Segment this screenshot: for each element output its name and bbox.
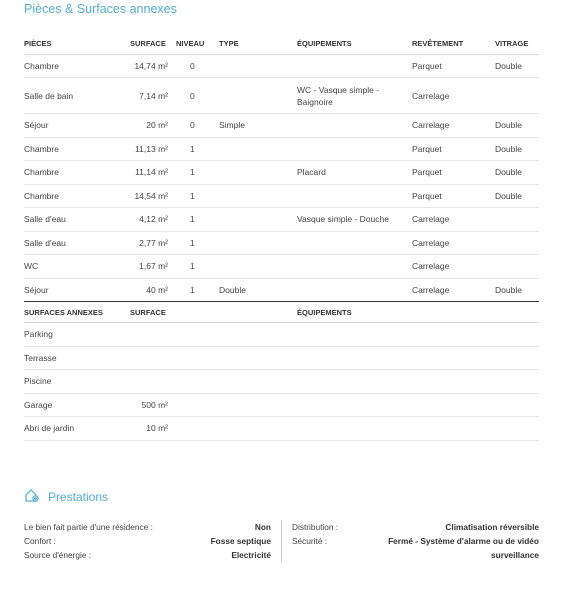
table-row <box>24 161 539 185</box>
cell-piece: Séjour <box>24 114 130 138</box>
section-title: Pièces & Surfaces annexes <box>24 2 177 16</box>
prestations-title <box>24 487 108 506</box>
cell-niveau: 0 <box>168 54 219 78</box>
cell-annexe-equipements <box>297 417 412 441</box>
rooms-table <box>24 33 539 441</box>
header-revetement: REVÊTEMENT <box>412 33 483 54</box>
cell-vitrage: Double <box>483 137 539 161</box>
cell-equipements <box>297 114 412 138</box>
table-row <box>24 278 539 302</box>
header-surface: SURFACE <box>130 33 168 54</box>
cell-equipements: Placard <box>297 161 412 185</box>
cell-niveau: 1 <box>168 255 219 279</box>
cell-niveau: 1 <box>168 208 219 232</box>
cell-piece: Salle d'eau <box>24 231 130 255</box>
house-gear-icon <box>24 487 40 506</box>
header-pieces: PIÈCES <box>24 33 130 54</box>
cell-equipements <box>297 184 412 208</box>
cell-equipements <box>297 255 412 279</box>
cell-surface: 14,74 m² <box>130 54 168 78</box>
cell-annexe: Parking <box>24 323 130 347</box>
cell-piece: Chambre <box>24 184 130 208</box>
header-niveau: NIVEAU <box>168 33 219 54</box>
cell-piece: Chambre <box>24 161 130 185</box>
table-row <box>24 137 539 161</box>
prestations-left <box>24 520 271 562</box>
cell-revetement: Carrelage <box>412 78 483 114</box>
cell-annexe-surface <box>130 323 168 347</box>
cell-niveau: 0 <box>168 114 219 138</box>
info-row-energie <box>24 548 271 562</box>
cell-type <box>219 137 297 161</box>
header-surfaces-annexes: SURFACES ANNEXES <box>24 302 130 323</box>
cell-type <box>219 54 297 78</box>
cell-annexe-equipements <box>297 393 412 417</box>
info-row-distribution <box>292 520 539 534</box>
table-row <box>24 370 539 394</box>
cell-type <box>219 208 297 232</box>
table-row <box>24 54 539 78</box>
cell-niveau: 1 <box>168 278 219 302</box>
cell-annexe-surface: 10 m² <box>130 417 168 441</box>
table-row <box>24 184 539 208</box>
info-value: Fermé - Système d'alarme ou de vidéo surveillance <box>388 536 539 560</box>
cell-vitrage: Double <box>483 278 539 302</box>
cell-surface: 20 m² <box>130 114 168 138</box>
cell-annexe: Terrasse <box>24 346 130 370</box>
prestations-right <box>292 520 539 562</box>
cell-piece: WC <box>24 255 130 279</box>
cell-type: Simple <box>219 114 297 138</box>
info-value: Climatisation réversible <box>445 522 539 532</box>
cell-type <box>219 231 297 255</box>
cell-vitrage <box>483 208 539 232</box>
cell-niveau: 1 <box>168 161 219 185</box>
header-type: TYPE <box>219 33 297 54</box>
cell-annexe-surface: 500 m² <box>130 393 168 417</box>
table-row <box>24 417 539 441</box>
cell-annexe: Garage <box>24 393 130 417</box>
cell-piece: Salle de bain <box>24 78 130 114</box>
cell-revetement: Carrelage <box>412 231 483 255</box>
cell-type <box>219 255 297 279</box>
cell-type: Double <box>219 278 297 302</box>
info-label: Le bien fait partie d'une résidence : <box>24 522 153 532</box>
prestations-title-text: Prestations <box>48 489 109 504</box>
cell-niveau: 1 <box>168 184 219 208</box>
cell-surface: 2,77 m² <box>130 231 168 255</box>
table-row <box>24 208 539 232</box>
cell-revetement: Parquet <box>412 54 483 78</box>
info-label: Distribution : <box>292 522 339 532</box>
cell-annexe-equipements <box>297 323 412 347</box>
cell-revetement: Carrelage <box>412 255 483 279</box>
cell-equipements: WC - Vasque simple - Baignoire <box>297 78 412 114</box>
info-label: Sécurité : <box>292 536 328 546</box>
cell-surface: 40 m² <box>130 278 168 302</box>
header-annexe-equipements: ÉQUIPEMENTS <box>297 302 412 323</box>
cell-type <box>219 161 297 185</box>
cell-piece: Séjour <box>24 278 130 302</box>
info-row-securite <box>292 534 539 562</box>
table-row <box>24 346 539 370</box>
cell-annexe-equipements <box>297 346 412 370</box>
cell-revetement: Carrelage <box>412 208 483 232</box>
cell-piece: Chambre <box>24 137 130 161</box>
table-row <box>24 323 539 347</box>
cell-vitrage <box>483 231 539 255</box>
cell-annexe: Piscine <box>24 370 130 394</box>
cell-annexe: Abri de jardin <box>24 417 130 441</box>
cell-vitrage: Double <box>483 161 539 185</box>
table-row <box>24 393 539 417</box>
rooms-header-row <box>24 33 539 54</box>
header-annexe-surface: SURFACE <box>130 302 168 323</box>
cell-vitrage: Double <box>483 184 539 208</box>
cell-annexe-surface <box>130 370 168 394</box>
cell-surface: 1,67 m² <box>130 255 168 279</box>
cell-revetement: Parquet <box>412 137 483 161</box>
cell-niveau: 1 <box>168 231 219 255</box>
cell-niveau: 1 <box>168 137 219 161</box>
cell-surface: 11,13 m² <box>130 137 168 161</box>
cell-equipements <box>297 231 412 255</box>
info-value: Non <box>254 522 271 532</box>
table-row <box>24 231 539 255</box>
annexes-header-row <box>24 302 539 323</box>
cell-revetement: Carrelage <box>412 114 483 138</box>
cell-type <box>219 184 297 208</box>
header-equipements: ÉQUIPEMENTS <box>297 33 412 54</box>
table-row <box>24 114 539 138</box>
cell-revetement: Parquet <box>412 161 483 185</box>
cell-surface: 4,12 m² <box>130 208 168 232</box>
table-row <box>24 78 539 114</box>
info-label: Source d'énergie : <box>24 550 92 560</box>
info-row-residence <box>24 520 271 534</box>
info-row-confort <box>24 534 271 548</box>
cell-vitrage <box>483 78 539 114</box>
cell-vitrage <box>483 255 539 279</box>
header-vitrage: VITRAGE <box>483 33 539 54</box>
cell-type <box>219 78 297 114</box>
cell-annexe-equipements <box>297 370 412 394</box>
cell-revetement: Parquet <box>412 184 483 208</box>
info-value: Electricité <box>231 550 271 560</box>
cell-equipements <box>297 137 412 161</box>
cell-revetement: Carrelage <box>412 278 483 302</box>
cell-equipements <box>297 54 412 78</box>
cell-niveau: 0 <box>168 78 219 114</box>
cell-equipements: Vasque simple - Douche <box>297 208 412 232</box>
table-row <box>24 255 539 279</box>
info-label: Confort : <box>24 536 56 546</box>
info-value: Fosse septique <box>210 536 271 546</box>
column-divider <box>281 520 282 562</box>
cell-vitrage: Double <box>483 54 539 78</box>
cell-vitrage: Double <box>483 114 539 138</box>
cell-piece: Salle d'eau <box>24 208 130 232</box>
cell-surface: 14,54 m² <box>130 184 168 208</box>
cell-surface: 11,14 m² <box>130 161 168 185</box>
cell-surface: 7,14 m² <box>130 78 168 114</box>
cell-piece: Chambre <box>24 54 130 78</box>
cell-annexe-surface <box>130 346 168 370</box>
cell-equipements <box>297 278 412 302</box>
